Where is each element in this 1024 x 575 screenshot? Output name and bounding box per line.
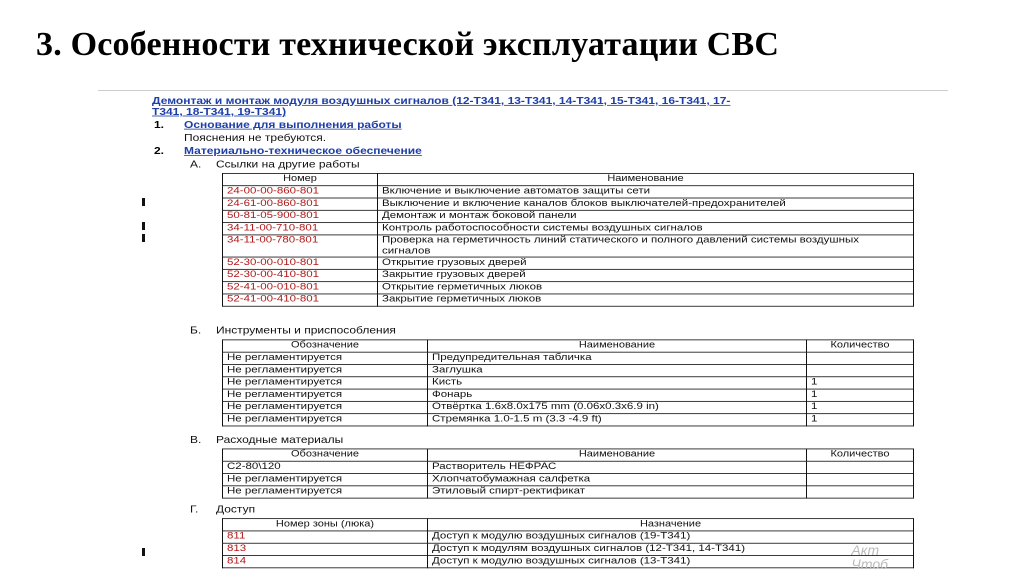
table-cell: Доступ к модулю воздушных сигналов (19-Т341) [428,531,914,543]
table-cell: Не регламентируется [223,401,428,413]
table-row [223,461,914,473]
table-row [223,486,914,498]
table-row [223,414,914,426]
table-header: Количество [807,340,914,352]
table-cell: Фонарь [428,389,807,401]
section-1-number: 1. [154,118,165,131]
table-cell: 1 [807,389,914,401]
table-cell[interactable]: 24-00-00-860-801 [223,186,378,198]
table-cell: Доступ к модулям воздушных сигналов (12-Т341, 14-Т341) [428,543,914,555]
table-cell: Открытие герметичных люков [378,282,914,294]
table-cell[interactable]: 811 [223,531,428,543]
table-row [223,377,914,389]
table-header: Наименование [378,173,914,185]
table-cell: Закрытие грузовых дверей [378,269,914,281]
table-row [223,294,914,306]
table-cell: Демонтаж и монтаж боковой панели [378,210,914,222]
table-cell: Не регламентируется [223,389,428,401]
table-header: Количество [807,449,914,461]
references-table [222,173,914,307]
table-cell [807,364,914,376]
table-cell: Закрытие герметичных люков [378,294,914,306]
subsection-b-title: Инструменты и приспособления [216,324,396,337]
table-row [223,389,914,401]
table-row [223,556,914,568]
table-cell: Доступ к модулю воздушных сигналов (13-Т341) [428,556,914,568]
subsection-a-label: А. [190,158,202,170]
table-cell: Не регламентируется [223,352,428,364]
table-cell: Заглушка [428,364,807,376]
table-cell[interactable]: 24-61-00-860-801 [223,198,378,210]
subsection-a-title: Ссылки на другие работы [216,158,360,170]
table-cell[interactable]: 814 [223,556,428,568]
table-cell[interactable]: 34-11-00-780-801 [223,235,378,257]
table-cell[interactable]: 34-11-00-710-801 [223,223,378,235]
table-cell[interactable]: 813 [223,543,428,555]
section-1-text: Пояснения не требуются. [184,132,327,144]
table-cell: Выключение и включение каналов блоков выключателей-предохранителей [378,198,914,210]
table-row [223,282,914,294]
watermark [851,543,888,571]
table-row [223,531,914,543]
table-header: Наименование [428,340,807,352]
subsection-b-label: Б. [190,324,202,337]
table-row [223,235,914,257]
table-cell: Не регламентируется [223,414,428,426]
table-cell: Открытие грузовых дверей [378,257,914,269]
section-2-title[interactable]: Материально-техническое обеспечение [184,145,422,157]
table-row [223,543,914,555]
table-cell: Этиловый спирт-ректификат [428,486,807,498]
watermark-line: Акт [851,542,880,558]
doc-heading[interactable]: Демонтаж и монтаж модуля воздушных сигналов (12-Т341, 13-Т341, 14-Т341, 15-Т341, 16-Т341, 17-Т341, 18-Т341, 19-Т341) [152,95,731,118]
table-cell [807,486,914,498]
table-header: Обозначение [223,340,428,352]
table-cell: Контроль работоспособности системы воздушных сигналов [378,223,914,235]
table-cell: 1 [807,377,914,389]
watermark-line: Чтоб [851,556,888,572]
table-cell: С2-80\120 [223,461,428,473]
table-cell: Не регламентируется [223,377,428,389]
access-table [222,518,914,568]
subsection-d-title: Доступ [216,503,256,515]
table-row [223,352,914,364]
table-header: Номер зоны (люка) [223,519,428,531]
table-cell: Не регламентируется [223,474,428,486]
table-header: Обозначение [223,449,428,461]
subsection-c-label: В. [190,433,202,446]
subsection-c-title: Расходные материалы [216,433,344,446]
table-cell: 1 [807,401,914,413]
table-row [223,210,914,222]
slide-title: 3. Особенности технической эксплуатации СВС [36,26,780,63]
table-cell: Не регламентируется [223,486,428,498]
table-cell: Проверка на герметичность линий статического и полного давлений системы воздушных сигналов [378,235,914,257]
table-cell [807,474,914,486]
table-cell[interactable]: 52-30-00-010-801 [223,257,378,269]
table-row [223,257,914,269]
table-cell[interactable]: 52-41-00-410-801 [223,294,378,306]
table-cell[interactable]: 52-41-00-010-801 [223,282,378,294]
table-cell: Предупредительная табличка [428,352,807,364]
consumables-table [222,449,914,499]
table-row [223,269,914,281]
table-cell: Включение и выключение автоматов защиты сети [378,186,914,198]
section-1-title[interactable]: Основание для выполнения работы [184,118,402,131]
table-row [223,186,914,198]
table-cell: Растворитель НЕФРАС [428,461,807,473]
table-cell [807,461,914,473]
table-cell: Кисть [428,377,807,389]
table-row [223,401,914,413]
table-header: Номер [223,173,378,185]
table-cell: 1 [807,414,914,426]
table-cell: Отвёртка 1.6x8.0x175 mm (0.06x0.3x6.9 in) [428,401,807,413]
subsection-d-label: Г. [190,503,199,515]
table-cell: Стремянка 1.0-1.5 m (3.3 -4.9 ft) [428,414,807,426]
table-row [223,474,914,486]
table-cell: Хлопчатобумажная салфетка [428,474,807,486]
table-header: Назначение [428,519,914,531]
table-row [223,198,914,210]
table-row [223,364,914,376]
document-scan [98,90,948,575]
table-cell[interactable]: 50-81-05-900-801 [223,210,378,222]
table-cell: Не регламентируется [223,364,428,376]
table-cell [807,352,914,364]
tools-table [222,339,914,426]
table-cell[interactable]: 52-30-00-410-801 [223,269,378,281]
section-2-number: 2. [154,145,165,157]
table-header: Наименование [428,449,807,461]
table-row [223,223,914,235]
